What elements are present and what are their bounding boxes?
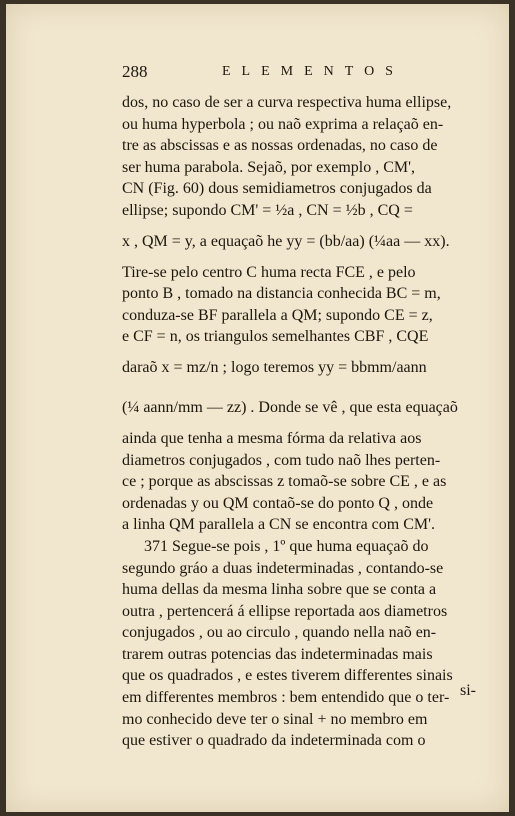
body-text	[122, 92, 494, 752]
text-line: outra , pertencerá á ellipse reportada aos diametros	[122, 602, 448, 620]
text-line: segundo gráo a duas indeterminadas , contando-se	[122, 559, 444, 577]
text-line: que os quadrados , e estes tiverem differentes sinais	[122, 667, 453, 685]
text-line: trarem outras potencias das indeterminadas mais	[122, 645, 433, 663]
text-line: ordenadas y ou QM contaõ-se do ponto Q , onde	[122, 494, 434, 512]
book-page	[6, 4, 509, 812]
text-line: daraõ x = mz/n ; logo teremos yy = bbmm/aann	[122, 358, 427, 376]
running-head: ELEMENTOS	[222, 64, 404, 79]
text-line: ellipse; supondo CM' = ½a , CN = ½b , CQ =	[122, 201, 413, 219]
text-line: (¼ aann/mm — zz) . Donde se vê , que esta equaçaõ	[122, 398, 458, 416]
text-line: que estiver o quadrado da indeterminada com o	[122, 732, 426, 750]
text-line: CN (Fig. 60) dous semidiametros conjugados da	[122, 180, 432, 198]
text-line: a linha QM parallela a CN se encontra com CM'.	[122, 516, 436, 534]
text-line: 371 Segue-se pois , 1º que huma equaçaõ do	[144, 537, 429, 555]
text-line: ainda que tenha a mesma fórma da relativa aos	[122, 429, 422, 447]
text-line: ser huma parabola. Sejaõ, por exemplo , CM',	[122, 158, 416, 176]
text-line: e CF = n, os triangulos semelhantes CBF , CQE	[122, 328, 429, 346]
text-line: x , QM = y, a equaçaõ he yy = (bb/aa) (¼aa — xx).	[122, 232, 450, 250]
text-line: conjugados , ou ao circulo , quando nella naõ en-	[122, 624, 437, 642]
page-header	[122, 62, 494, 84]
text-line: ou huma hyperbola ; ou naõ exprima a relaçaõ en-	[122, 115, 444, 133]
text-line: conduza-se BF parallela a QM; supondo CE = z,	[122, 306, 433, 324]
text-line: em differentes membros : bem entendido que o ter-	[122, 689, 450, 707]
text-line: ce ; porque as abscissas z tomaõ-se sobre CE , e as	[122, 473, 447, 491]
text-line: Tire-se pelo centro C huma recta FCE , e pelo	[122, 263, 416, 281]
text-line: huma dellas da mesma linha sobre que se conta a	[122, 581, 437, 599]
text-line: tre as abscissas e as nossas ordenadas, no caso de	[122, 137, 438, 155]
text-line: ponto B , tomado na distancia conhecida BC = m,	[122, 285, 441, 303]
catchword: si-	[460, 682, 476, 699]
page-number: 288	[122, 62, 148, 81]
text-line: diametros conjugados , com tudo naõ lhes perten-	[122, 451, 441, 469]
text-line: mo conhecido deve ter o sinal + no membro em	[122, 710, 428, 728]
text-line: dos, no caso de ser a curva respectiva huma ellipse,	[122, 94, 452, 111]
